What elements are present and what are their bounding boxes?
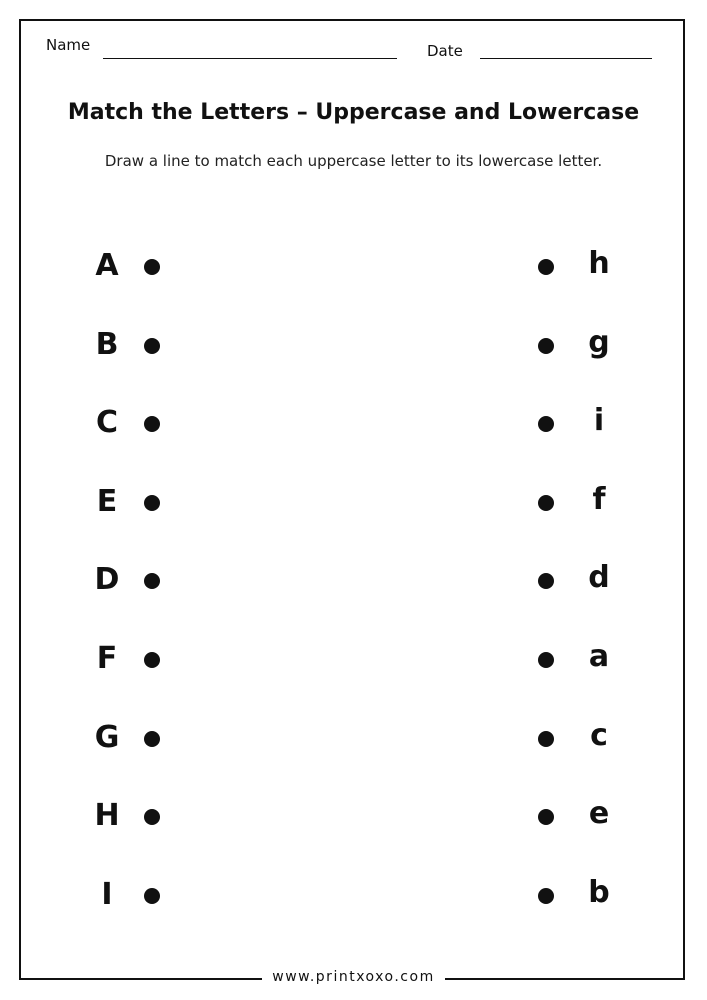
right-match-dot[interactable] [538, 338, 554, 354]
lowercase-letter: g [588, 324, 610, 360]
left-match-dot[interactable] [144, 888, 160, 904]
lowercase-letter: e [588, 796, 610, 832]
instructions: Draw a line to match each uppercase letter to its lowercase letter. [104, 152, 603, 170]
lowercase-letter: c [590, 717, 608, 753]
uppercase-letter: I [101, 876, 113, 912]
uppercase-letter: G [94, 719, 120, 755]
footer-url: www.printxoxo.com [262, 969, 444, 985]
lowercase-letter: h [588, 246, 610, 281]
name-field[interactable] [103, 58, 397, 59]
lowercase-letter: f [592, 481, 606, 517]
right-match-dot[interactable] [538, 731, 554, 747]
uppercase-letter: D [94, 562, 120, 598]
uppercase-letter: E [96, 483, 118, 519]
uppercase-letter: F [96, 641, 118, 676]
left-match-dot[interactable] [144, 259, 160, 275]
right-match-dot[interactable] [538, 259, 554, 275]
date-label: Date [427, 42, 463, 60]
uppercase-letter: A [95, 248, 119, 283]
lowercase-letter: d [588, 560, 610, 596]
lowercase-letter: b [588, 874, 610, 910]
lowercase-letter: a [588, 639, 610, 674]
page-title: Match the Letters – Uppercase and Lowercase [67, 100, 640, 125]
footer [0, 966, 707, 985]
left-match-dot[interactable] [144, 652, 160, 668]
right-match-dot[interactable] [538, 888, 554, 904]
uppercase-letter: H [94, 798, 120, 834]
date-field[interactable] [480, 58, 652, 59]
left-match-dot[interactable] [144, 731, 160, 747]
name-label: Name [46, 36, 91, 54]
right-match-dot[interactable] [538, 495, 554, 511]
left-match-dot[interactable] [144, 338, 160, 354]
uppercase-letter: B [95, 326, 119, 362]
lowercase-letter: i [593, 403, 605, 439]
uppercase-letter: C [95, 405, 119, 441]
right-match-dot[interactable] [538, 652, 554, 668]
left-match-dot[interactable] [144, 495, 160, 511]
